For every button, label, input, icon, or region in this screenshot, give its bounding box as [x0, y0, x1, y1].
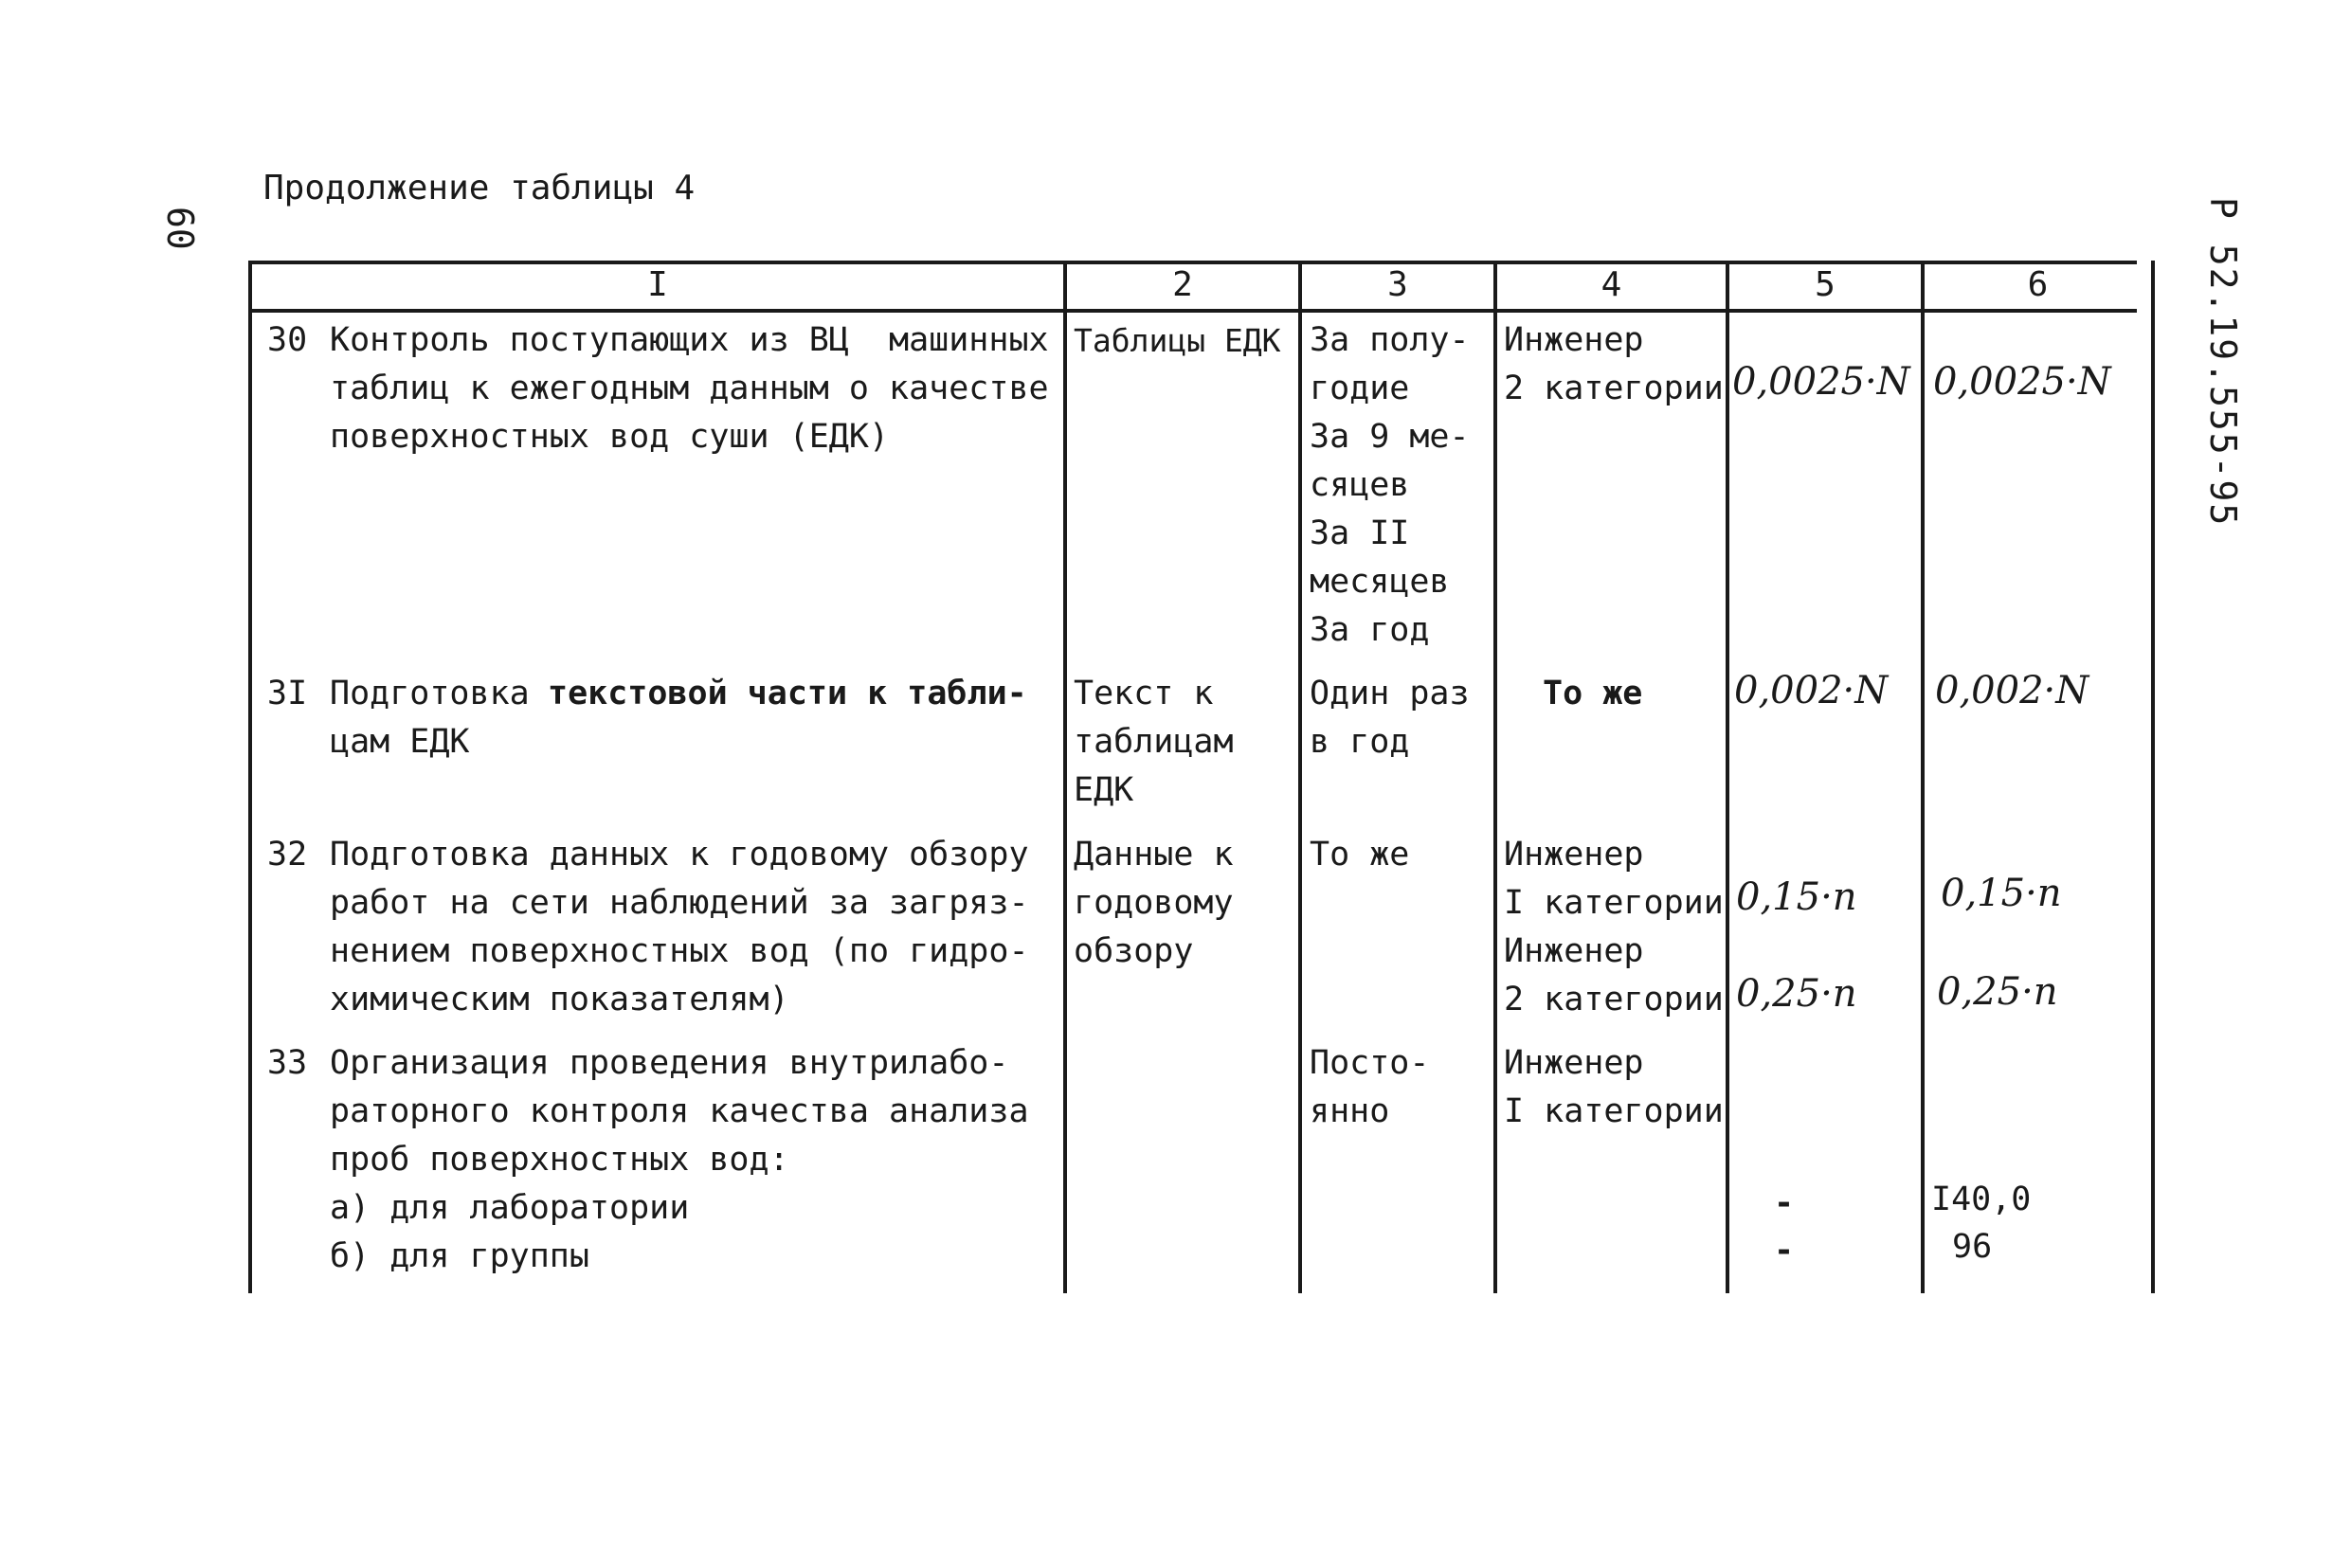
row-31-description-end: цам ЕДК: [330, 723, 470, 761]
row-31-description-bold: текстовой части к табли-: [548, 675, 1027, 712]
row-30-period: За полу- годие За 9 ме- сяцев За II месяцев За год: [1310, 321, 1470, 649]
column-header-6: 6: [2027, 265, 2049, 304]
table-top-border: [248, 261, 2137, 264]
column-border: [1298, 261, 1302, 1293]
row-30-number: 30: [267, 321, 308, 359]
row-33-norm-6a: I40,0: [1931, 1181, 2032, 1218]
row-30-document: Таблицы ЕДК: [1074, 322, 1281, 359]
row-30-performer: Инженер 2 категории: [1504, 321, 1724, 407]
row-33-description: Организация проведения внутрилабо- раторного контроля качества анализа проб поверхностных вод: а) для лаборатории б) для группы: [330, 1044, 1029, 1275]
row-32-norm-6a: 0,15·n: [1941, 872, 2062, 915]
column-border: [2151, 261, 2155, 1293]
column-border: [1063, 261, 1067, 1293]
row-33-performer: Инженер I категории: [1504, 1044, 1724, 1130]
row-31-description-start: Подготовка: [330, 675, 550, 712]
row-33-number: 33: [267, 1044, 308, 1082]
row-32-description: Подготовка данных к годовому обзору работ на сети наблюдений за загряз- нением поверхностных вод (по гидро- химическим показателям): [330, 836, 1029, 1018]
table-caption: Продолжение таблицы 4: [263, 169, 696, 207]
page-number: 60: [159, 207, 201, 250]
row-32-norm-5a: 0,15·n: [1736, 875, 1857, 919]
row-33-period: Посто- янно: [1310, 1044, 1430, 1130]
row-33-norm-6b: 96: [1952, 1228, 1993, 1266]
row-32-number: 32: [267, 836, 308, 874]
row-33-norm-5a: -: [1774, 1184, 1795, 1222]
column-border: [1921, 261, 1925, 1293]
column-header-4: 4: [1600, 265, 1622, 304]
column-border: [1493, 261, 1497, 1293]
row-31-norm-6: 0,002·N: [1935, 669, 2089, 712]
row-32-period: То же: [1310, 836, 1410, 874]
row-31-number: 3I: [267, 675, 308, 712]
row-32-norm-5b: 0,25·n: [1736, 972, 1857, 1016]
row-32-performer: Инженер I категории Инженер 2 категории: [1504, 836, 1724, 1018]
column-border: [1726, 261, 1729, 1293]
document-code: Р 52.19.555-95: [2202, 197, 2244, 528]
row-30-description: Контроль поступающих из ВЦ машинных таблиц к ежегодным данным о качестве поверхностных вод суши (ЕДК): [330, 321, 1049, 456]
row-31-norm-5: 0,002·N: [1734, 669, 1889, 712]
column-header-2: 2: [1172, 265, 1193, 304]
row-32-document: Данные к годовому обзору: [1074, 836, 1234, 970]
table-header-border: [248, 309, 2137, 313]
row-30-norm-6: 0,0025·N: [1933, 360, 2111, 404]
row-31-document: Текст к таблицам ЕДК: [1074, 675, 1234, 809]
column-header-5: 5: [1815, 265, 1836, 304]
row-33-norm-5b: -: [1774, 1232, 1795, 1270]
row-31-period: Один раз в год: [1310, 675, 1470, 761]
column-header-1: I: [647, 265, 668, 304]
row-30-norm-5: 0,0025·N: [1732, 360, 1910, 404]
row-31-performer: То же: [1543, 675, 1643, 712]
column-header-3: 3: [1387, 265, 1408, 304]
column-border: [248, 261, 252, 1293]
row-32-norm-6b: 0,25·n: [1937, 970, 2058, 1014]
